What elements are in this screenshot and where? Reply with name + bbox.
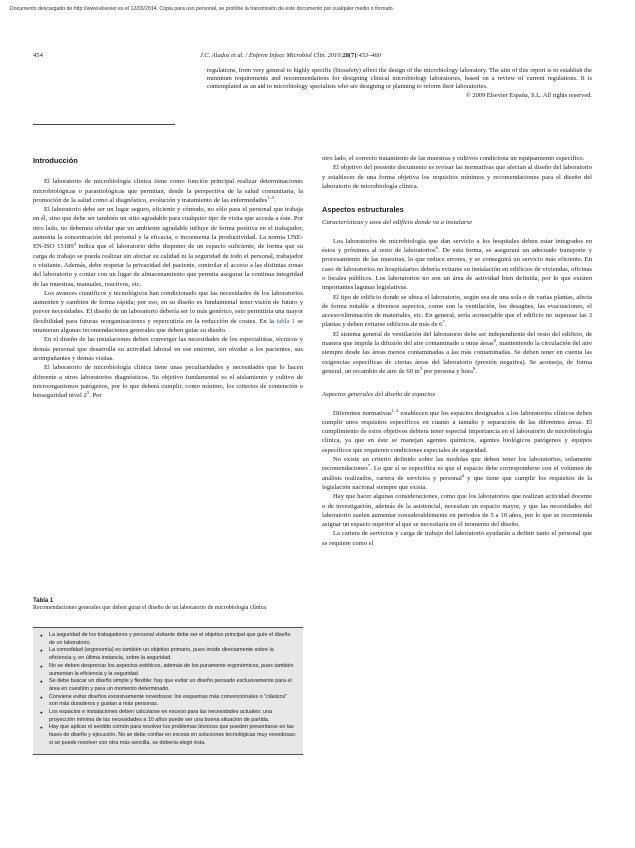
paragraph: El objetivo del presente documento es revisar las normativas que afectan al diseño del laboratorio y establecer de una forma objetiva los requisitos mínimos y recomendaciones para el diseño del laboratorio de microbiología clínica. [322, 164, 592, 190]
table-caption [33, 598, 303, 613]
list-item: ● Se debe buscar un diseño simple y flexible: hay que evitar un diseño pensado exclusivamente para el área en cuestión y para un momento determinado. [49, 678, 297, 693]
subheading-aspectos-generales: Aspectos generales del diseño de espacios [322, 391, 436, 399]
paragraph: Los avances científicos y tecnológicos han condicionado que las necesidades de los laboratorios aumenten y cambien de forma rápida; por eso, en su diseño es fundamental tener visión de futuro y prever necesidades. El diseño de un laboratorio debería ser lo más genérico, esto permitiría una mayor flexibilidad para futuras reorganizaciones y repercutiría en la reducción de costes. En la tabla 1 se enumeran algunas recomendaciones generales que deben guiar su diseño. [33, 289, 303, 335]
copyright-line: © 2009 Elsevier España, S.L. All rights reserved. [465, 91, 592, 99]
paragraph: El laboratorio de microbiología clínica tiene unas peculiaridades y necesidades que lo hacen diferente a otros laboratorios diagnósticos. Su objetivo fundamental es el aislamiento y cultivo de microorganismos patógenos, por lo que deberá cumplir, como mínimo, los criterios de contención o bioseguridad nivel $2^5$. Por [33, 364, 303, 400]
abstract-text: regulations, from very general to highly specific (biosafety) affect the design of the microbiology laboratory. The aim of this report is to establish the minimum requirements and recommendations for designing clinical microbiology laboratories, based on a review of current regulations. It is contemplated as an aid to microbiology specialists who are designing or planning to reform their laboratories. [207, 67, 592, 91]
running-head-pages: :453–460 [356, 52, 381, 59]
table-1-link[interactable]: tabla 1 [276, 317, 296, 325]
page-number: 454 [33, 52, 43, 59]
table-caption-text: Recomendaciones generales que deben guiar el diseño de un laboratorio de microbiología clínica [33, 605, 266, 612]
list-item: ● La seguridad de los trabajadores y personal visitante debe ser el objetivo principal que guíe el diseño de un laboratorio. [49, 632, 297, 647]
divider [33, 124, 175, 125]
paragraph: Hay que hacer algunas consideraciones, como que los laboratorios que realizan actividad docente o de investigación, además de la asistencial, necesitan un espacio mayor, y que las necesidades del laboratorio suelen aumentar considerablemente en periodos de 5 a 10 años, por lo que se recomienda asignar un espacio superior al que se necesitaría en el momento del diseño. [322, 493, 592, 529]
paragraph: No existe un criterio definido sobre las medidas que deben tener los laboratorios, solamente recomendaciones$^7$. Lo que sí se especifica es que el espacio debe corresponderse con el volumen de análisis realizados, cartera de servicios y personal$^4$ y que tiene que cumplir los requisitos de la legislación nacional siempre que exista. [322, 456, 592, 491]
subheading-caracteristicas: Características y usos del edificio donde va a instalarse [322, 219, 473, 227]
list-item: ● Conviene evitar diseños excesivamente novedosos: los esquemas más convencionales o "clásicos" son más duraderos y gustan a más personas. [49, 694, 297, 709]
section-heading-aspectos-estructurales: Aspectos estructurales [322, 205, 404, 215]
paragraph: El sistema general de ventilación del laboratorio debe ser independiente del resto del edificio, de manera que impida la difusión del aire contaminado a otras áreas$^8$, manteniendo la circulación del aire siempre desde las áreas menos contaminadas a las más contaminadas. Se deben tener en cuenta las exigencias específicas de ciertas áreas del laboratorio (presión negativa). Se aconseja, de forma general, un recambio de aire de 60 $m^3$ por persona y hora$^9$. [322, 330, 592, 375]
left-column [33, 156, 303, 400]
table-label: Tabla 1 [33, 598, 54, 604]
list-item: ● Los espacios e instalaciones deben calcularse en exceso para las necesidades actuales: una proyección mínima de las necesidades a 10 años puede ser una buena situación de partida. [49, 709, 297, 724]
abstract-continuation [207, 67, 592, 100]
paragraph: La cartera de servicios y carga de trabajo del laboratorio ayudarán a definir tanto el personal que se requiere como el [322, 530, 592, 547]
paragraph: El laboratorio de microbiología clínica tiene como función principal realizar determinaciones microbiológicas o parasitológicas que permitan, desde la perspectiva de la salud comunitaria, la promoción de la salud como al diagnóstico, evolución y tratamiento de las enfermedades$^{1-3}$. [33, 178, 303, 204]
right-column [322, 154, 592, 548]
table-1-box [33, 627, 303, 755]
section-heading-introduccion: Introducción [33, 156, 78, 165]
list-item: ● Hay que aplicar el sentido común para resolver los problemas técnicos que pueden presentarse en las fases de diseño y ejecución. No se debe confiar en exceso en soluciones tecnológicas muy novedosas: si se puede resolver con otra más sencilla, se debería elegir ésta. [49, 724, 297, 747]
paragraph: El tipo de edificio donde se ubica el laboratorio, según sea de una sola o de varias plantas, afecta de forma notable a diversos aspectos, como son la ventilación, los desagües, las evacuaciones, el acceso/eliminación de materiales, etc. En general, sería aconsejable que el edificio no superase las 3 plantas y deben evitarse edificios de más de $6^7$. [322, 293, 592, 329]
running-head-text: J.C. Alados et al. / Enferm Infecc Microbiol Clin. 2010; [200, 52, 343, 59]
paragraph: otro lado, el correcto tratamiento de las muestras y cultivos condiciona un equipamiento específico. [322, 155, 585, 162]
paragraph: El laboratorio debe ser un lugar seguro, eficiente y cómodo, no sólo para el personal que trabaja en él, sino que debe ser también un sitio agradable para cualquier tipo de visita que acceda a éste. Por otro lado, no debemos olvidar que un ambiente agradable influye de forma positiva en el trabajador, aumenta la concentración del personal y la eficacia, e incrementa la productividad. La norma UNE-EN-ISO 15189$^4$ indica que el laboratorio debe disponer de un espacio suficiente, de forma que su carga de trabajo se pueda realizar sin afectar su calidad ni la seguridad de todo el personal, trabajador o visitante. Además, debe respetar la privacidad del paciente, controlar el acceso a las distintas zonas del laboratorio y contar con un lugar de almacenamiento que permita asegurar la continua integridad de las muestras, manuales, reactivos, etc. [33, 206, 303, 288]
table-1-list [33, 632, 303, 748]
paragraph: En el diseño de las instalaciones deben converger las necesidades de los especialistas, técnicos y demás personal que desarrolla su actividad laboral en ese entorno, sin olvidar a los pacientes, sus acompañantes y demás visitas. [33, 336, 303, 362]
list-item: ● No se deben despreciar los aspectos estéticos, además de los puramente ergonómicos, pues también aumentan la eficiencia y la seguridad. [49, 663, 297, 678]
running-head-volume: 28(7) [342, 52, 357, 59]
running-head [200, 52, 381, 59]
download-notice: Documento descargado de http://www.elsevier.es el 12/03/2014. Copia para uso personal, se prohíbe la transmisión de este documento por cualquier medio o formato. [10, 6, 395, 12]
paragraph: Diferentes normativas$^{1-4}$ establecen que los espacios designados a los laboratorios clínicos deben cumplir unos requisitos específicos en cuanto a tamaño y separación de las diferentes áreas. El cumplimiento de estos objetivos debiera tener especial importancia en el laboratorio de microbiología clínica, ya que en éste se manejan agentes químicos, agentes biológicos patógenos y equipos específicos que requieren condiciones especiales de seguridad. [322, 407, 592, 454]
paragraph: Los laboratorios de microbiología que dan servicio a los hospitales deben estar integrados en éstos y próximos al resto de laboratorios$^6$. De esta forma, se asegurará un adecuado transporte y procesamiento de las muestras, lo que reduce errores, y se conseguirá un servicio más eficiente. En caso de laboratorios no hospitalarios debería evitarse su instalación en edificios de viviendas, oficinas o locales públicos. Los laboratorios no son un área de actividad bien definida, por lo que existen importantes lagunas legislativas. [322, 237, 592, 292]
list-item: ● La comodidad (ergonomía) es también un objetivo primario, pues incide directamente sobre la eficiencia y, en última instancia, sobre la seguridad. [49, 647, 297, 662]
